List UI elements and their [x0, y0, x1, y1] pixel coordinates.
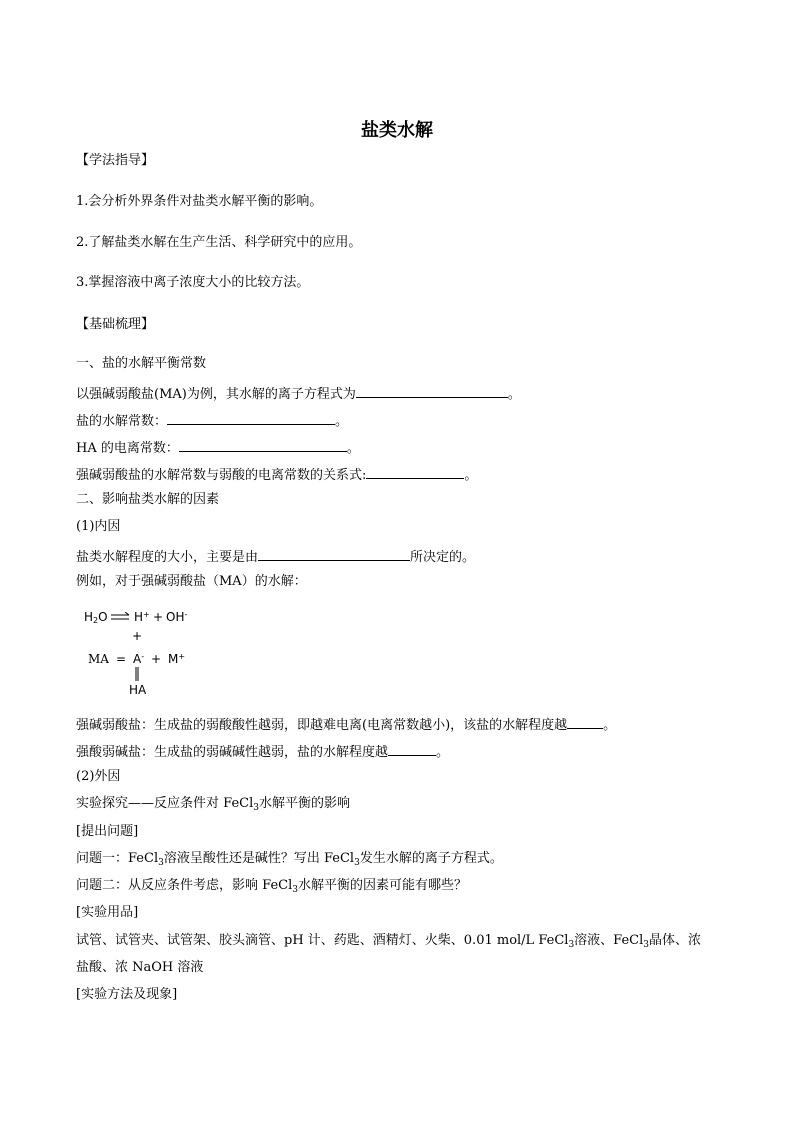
- text: 。: [603, 718, 617, 733]
- basics-heading: 【基础梳理】: [76, 317, 155, 332]
- part2-line3: [76, 714, 616, 735]
- plus-sign-vertical: +: [132, 629, 143, 643]
- internal-factor: (1)内因: [76, 519, 121, 534]
- guide-heading: 【学法指导】: [76, 153, 155, 168]
- equilibrium-arrow-icon: [110, 612, 132, 622]
- text: 实验探究——反应条件对 FeCl: [76, 796, 254, 811]
- fill-blank: [567, 714, 603, 729]
- text: 试管、试管夹、试管架、胶头滴管、pH 计、药匙、酒精灯、火柴、0.01 mol/L FeCl: [76, 933, 569, 948]
- aminus-ion: [133, 652, 144, 666]
- materials-heading: [实验用品]: [76, 905, 139, 920]
- eq-row-water: [84, 610, 108, 624]
- part1-line4: [76, 464, 477, 485]
- question-heading: [提出问题]: [76, 824, 139, 839]
- hplus-ion: [134, 610, 150, 624]
- materials-line-1: [76, 932, 701, 950]
- subscript: 3: [158, 858, 164, 868]
- h-label: H: [134, 610, 144, 624]
- m-label: M: [168, 652, 179, 666]
- h-charge: +: [143, 610, 150, 619]
- text: 盐类水解程度的大小，主要是由: [76, 550, 259, 565]
- text: 水解平衡的影响: [258, 796, 350, 811]
- text: 强碱弱酸盐：生成盐的弱酸酸性越弱，即越难电离(电离常数越小)，该盐的水解程度越: [76, 718, 568, 733]
- part1-line3: [76, 437, 360, 458]
- text: 强碱弱酸盐的水解常数与弱酸的电离常数的关系式:: [76, 468, 367, 483]
- plus-sign: +: [153, 610, 164, 624]
- subscript: 3: [354, 858, 360, 868]
- question-2: [76, 877, 467, 895]
- text: 发生水解的离子方程式。: [359, 851, 503, 866]
- experiment-title: [76, 795, 350, 813]
- guide-item-2: 2.了解盐类水解在生产生活、科学研究中的应用。: [76, 235, 362, 250]
- subscript: 3: [253, 803, 259, 813]
- text: 盐的水解常数：: [76, 414, 168, 429]
- h2o-o: O: [98, 610, 108, 624]
- m-charge: +: [178, 652, 186, 661]
- ha-label: HA: [129, 683, 147, 697]
- external-factor: (2)外因: [76, 769, 121, 784]
- ohminus-ion: [166, 610, 187, 624]
- text: 晶体、浓: [649, 933, 702, 948]
- text: 。: [464, 468, 478, 483]
- subscript: 3: [568, 940, 575, 950]
- text: 。: [335, 414, 349, 429]
- ma-label: MA: [88, 652, 109, 666]
- a-label: A: [133, 652, 142, 666]
- text: 。: [436, 745, 450, 760]
- text: HA 的电离常数：: [76, 441, 179, 456]
- h2o-sub: 2: [93, 616, 99, 625]
- text: 所决定的。: [410, 550, 476, 565]
- question-1: [76, 850, 503, 868]
- h2o-label: H: [84, 610, 94, 624]
- text: 强酸弱碱盐：生成盐的弱碱碱性越弱，盐的水解程度越: [76, 745, 389, 760]
- text: 问题二：从反应条件考虑，影响 FeCl: [76, 878, 293, 893]
- text: 。: [507, 387, 521, 402]
- part1-line1: [76, 383, 521, 404]
- guide-item-3: 3.掌握溶液中离子浓度大小的比较方法。: [76, 275, 310, 290]
- fill-blank: [356, 383, 508, 398]
- plus-sign: +: [151, 652, 162, 666]
- fill-blank: [366, 464, 464, 479]
- part2-heading: 二、影响盐类水解的因素: [76, 492, 220, 507]
- subscript: 3: [643, 940, 650, 950]
- fill-blank: [179, 437, 347, 452]
- page-title: 盐类水解: [361, 120, 433, 141]
- subscript: 3: [292, 885, 298, 895]
- fill-blank: [167, 410, 335, 425]
- part2-line4: [76, 741, 449, 762]
- text: 。: [346, 441, 360, 456]
- part1-heading: 一、盐的水解平衡常数: [76, 356, 207, 371]
- a-charge: -: [141, 652, 145, 661]
- oh-label: OH: [166, 610, 185, 624]
- method-heading: [实验方法及现象]: [76, 987, 178, 1002]
- text: 溶液呈酸性还是碱性？写出 FeCl: [163, 851, 355, 866]
- part1-line2: [76, 410, 348, 431]
- text: 溶液、FeCl: [574, 933, 644, 948]
- text: 水解平衡的因素可能有哪些？: [297, 878, 467, 893]
- equilibrium-down-arrow-icon: [133, 666, 141, 682]
- fill-blank: [388, 741, 436, 756]
- text: 以强碱弱酸盐(MA)为例，其水解的离子方程式为: [76, 387, 356, 402]
- part2-line1: [76, 546, 475, 567]
- fill-blank: [258, 546, 410, 561]
- text: 问题一：FeCl: [76, 851, 159, 866]
- part2-line2: 例如，对于强碱弱酸盐（MA）的水解：: [76, 574, 307, 589]
- guide-item-1: 1.会分析外界条件对盐类水解平衡的影响。: [76, 194, 323, 209]
- equal-sign: =: [116, 652, 127, 666]
- mplus-ion: [168, 652, 185, 666]
- oh-charge: -: [184, 610, 188, 619]
- materials-line-2: 盐酸、浓 NaOH 溶液: [76, 960, 204, 975]
